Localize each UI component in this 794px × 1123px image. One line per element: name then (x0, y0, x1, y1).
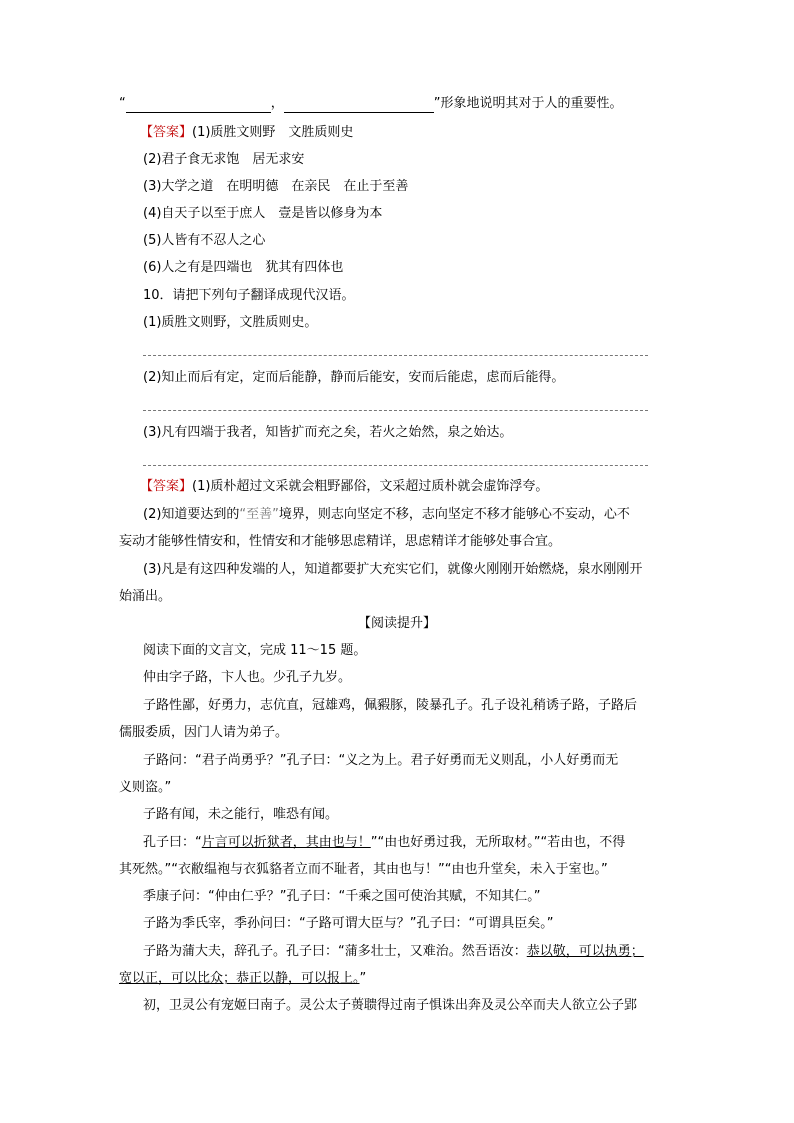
passage-intro: 阅读下面的文言文，完成 11～15 题。 (143, 643, 367, 658)
q9-fill-line: “ ， ”形象地说明其对于人的重要性。 (119, 96, 623, 111)
passage-para-3-line-1: 子路问：“君子尚勇乎？”孔子曰：“义之为上。君子好勇而无义则乱，小人好勇而无 (143, 753, 619, 768)
answer-line-6: (6)人之有是四端也 犹其有四体也 (143, 260, 344, 275)
section-title: 【阅读提升】 (357, 616, 436, 631)
answer-tag: 【答案】 (140, 479, 193, 494)
answer-line-4: (4)自天子以至于庶人 壹是皆以修身为本 (143, 206, 383, 221)
question-10-item-3: (3)凡有四端于我者，知皆扩而充之矣，若火之始然，泉之始达。 (143, 425, 513, 440)
passage-para-4: 子路有闻，未之能行，唯恐有闻。 (143, 807, 339, 822)
answer-10-line-1: 【答案】(1)质朴超过文采就会粗野鄙俗，文采超过质朴就会虚饰浮夸。 (140, 479, 549, 494)
passage-para-2-line-1: 子路性鄙，好勇力，志伉直，冠雄鸡，佩豭豚，陵暴孔子。孔子设礼稍诱子路，子路后 (143, 698, 638, 713)
answer-dotted-line-2[interactable] (143, 410, 648, 411)
answer-dotted-line-3[interactable] (143, 465, 648, 466)
answer-line-2: (2)君子食无求饱 居无求安 (143, 152, 305, 167)
answer-blank-2[interactable] (284, 98, 434, 113)
question-10-title: 10．请把下列句子翻译成现代汉语。 (143, 288, 355, 303)
question-10-item-2: (2)知止而后有定，定而后能静，静而后能安，安而后能虑，虑而后能得。 (143, 370, 565, 385)
passage-para-7: 子路为季氏宰，季孙问曰：“子路可谓大臣与？”孔子曰：“可谓具臣矣。” (143, 916, 554, 931)
passage-para-8-line-1: 子路为蒲大夫，辞孔子。孔子曰：“蒲多壮士，又难治。然吾语汝：恭以敬，可以执勇； (143, 944, 644, 959)
passage-para-1: 仲由字子路，卞人也。少孔子九岁。 (143, 670, 352, 685)
passage-para-9: 初，卫灵公有宠姬曰南子。灵公太子蒉聩得过南子惧诛出奔及灵公卒而夫人欲立公子郢 (143, 998, 638, 1013)
answer-10-line-5: 始涌出。 (119, 589, 172, 604)
answer-line-5: (5)人皆有不忍人之心 (143, 233, 266, 248)
passage-para-5-line-1: 孔子曰：“片言可以折狱者，其由也与！”“由也好勇过我，无所取材。”“若由也，不得 (143, 835, 626, 850)
passage-para-6: 季康子问：“仲由仁乎？”孔子曰：“千乘之国可使治其赋，不知其仁。” (143, 889, 541, 904)
passage-para-2-line-2: 儒服委质，因门人请为弟子。 (119, 725, 289, 740)
answer-10-line-4: (3)凡是有这四种发端的人，知道都要扩大充实它们，就像火刚刚开始燃烧，泉水刚刚开 (143, 562, 643, 577)
passage-para-8-line-2: 宽以正，可以比众；恭正以静，可以报上。” (119, 971, 367, 986)
underlined-sentence-1: 片言可以折狱者，其由也与！ (201, 835, 371, 850)
answer-10-line-2: (2)知道要达到的“至善”境界，则志向坚定不移，志向坚定不移才能够心不妄动，心不 (143, 507, 630, 522)
answer-dotted-line-1[interactable] (143, 355, 648, 356)
answer-blank-1[interactable] (126, 98, 271, 113)
answer-line-1: 【答案】(1)质胜文则野 文胜质则史 (140, 125, 354, 140)
answer-line-3: (3)大学之道 在明明德 在亲民 在止于至善 (143, 179, 409, 194)
passage-para-5-line-2: 其死然。”“衣敝缊袍与衣狐貉者立而不耻者，其由也与！”“由也升堂矣，未入于室也。” (119, 862, 608, 877)
answer-10-line-3: 妄动才能够性情安和，性情安和才能够思虑精详，思虑精详才能够处事合宜。 (119, 534, 562, 549)
passage-para-3-line-2: 义则盗。” (119, 780, 172, 795)
underlined-sentence-2a: 恭以敬，可以执勇； (526, 944, 644, 959)
question-10-item-1: (1)质胜文则野，文胜质则史。 (143, 315, 318, 330)
answer-tag: 【答案】 (140, 125, 193, 140)
underlined-sentence-2b: 宽以正，可以比众；恭正以静，可以报上。 (119, 971, 360, 986)
